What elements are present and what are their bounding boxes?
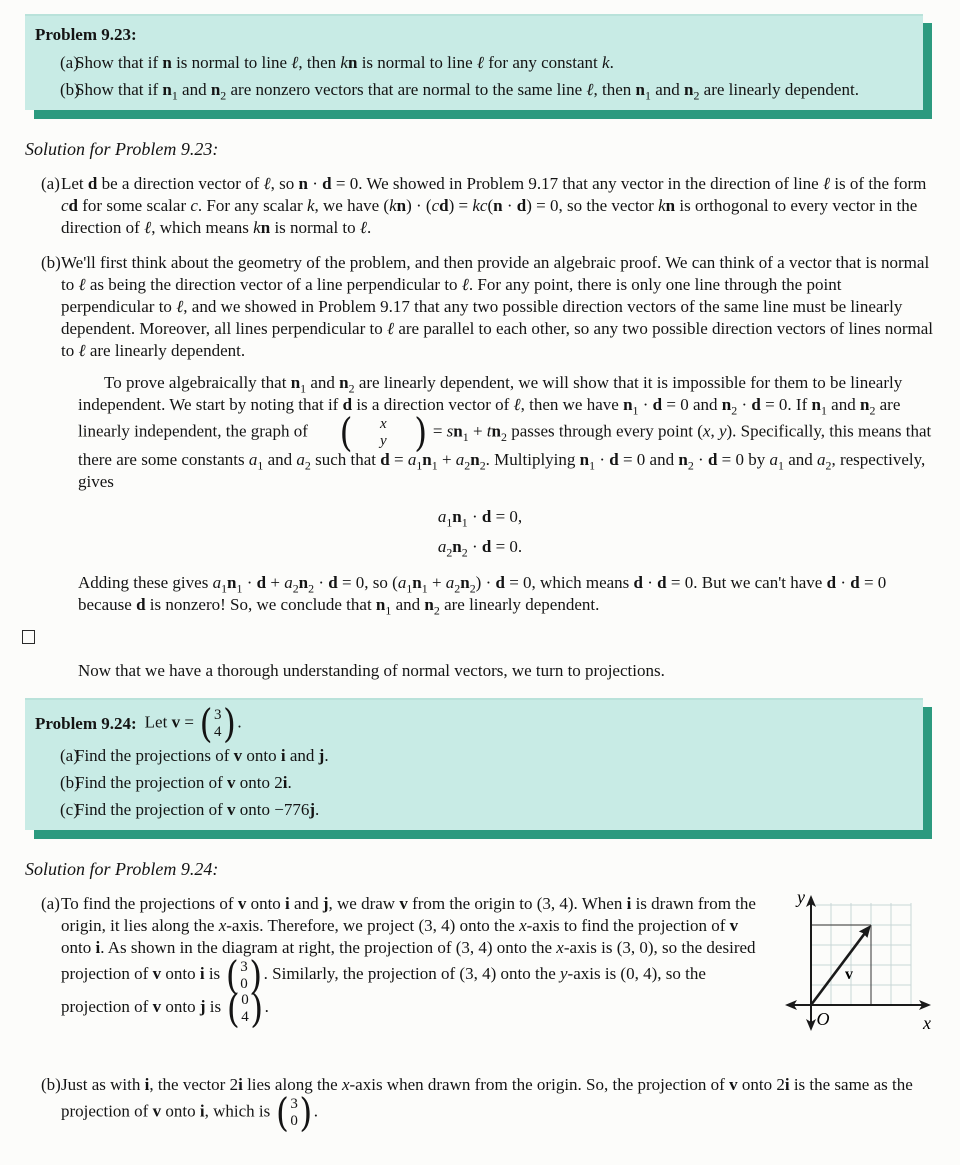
part-text: We'll first think about the geometry of the problem, and then provide an algebraic proof. We can think of a vector that is normal to ℓ as being the direction vector of a line perpendicular to ℓ. For any point, there is only one line through the point perpendicular to ℓ, and we showed in Problem 9.17 that any two possible direction vectors of the same line must be linearly dependent. Moreover, all lines perpendicular to ℓ are parallel to each other, so any two possible direction vectors of lines normal to ℓ are linearly dependent. [61, 253, 933, 360]
x-axis-label: x [923, 1013, 931, 1033]
part-text: Find the projection of v onto −776j. [75, 800, 320, 819]
problem-9-24-title: Problem 9.24: [35, 713, 137, 733]
solution-9-23-heading: Solution for Problem 9.23: [25, 139, 219, 159]
projection-diagram [779, 889, 941, 1057]
part-text: Let d be a direction vector of ℓ, so n · d = 0. We showed in Problem 9.17 that any vector in the direction of line ℓ is of the form cd for some scalar c. For any scalar k, we have (kn) · (cd) = kc(n · d) = 0, so the vector kn is orthogonal to every vector in the direction of ℓ, which means kn is normal to ℓ. [61, 174, 927, 237]
qed-square-icon [22, 630, 35, 644]
vector-label: v [845, 966, 853, 983]
grid-lines [811, 903, 911, 1005]
solution-9-24-part-b [25, 1074, 935, 1136]
part-label: (a) [41, 894, 60, 913]
part-label: (b) [60, 80, 80, 99]
equation-block [25, 502, 935, 562]
part-label: (a) [60, 746, 79, 765]
equation-line: $a_1n_1 \cdot d = 0$, [437, 507, 523, 530]
problem-9-23-part-a [35, 52, 911, 74]
part-label: (b) [41, 1075, 61, 1094]
part-label: (a) [60, 53, 79, 72]
origin-label: O [816, 1009, 830, 1029]
solution-9-24-part-a [25, 889, 935, 1061]
problem-9-24-statement: Let v = ( 3 4 ) . [144, 700, 242, 747]
solution-9-23-part-b [25, 252, 935, 362]
problem-9-24-part-a [35, 745, 911, 767]
problem-9-23-part-b [35, 79, 911, 101]
part-text: Find the projections of v onto i and j. [75, 746, 329, 765]
equation-line: $a_2n_2 \cdot d = 0$. [437, 537, 523, 560]
part-text: Show that if $n_1$ and $n_2$ are nonzero vectors that are normal to the same line ℓ, then $n_1$ and $n_2$ are linearly dependent. [75, 80, 859, 103]
x-axis [785, 1000, 931, 1010]
solution-9-23-closing-paragraph: Adding these gives $a_1n_1 \cdot d + a_2n_2 \cdot d = 0$, so $(a_1n_1 + a_2n_2) \cdot d = 0$, which means d · d = 0. But we can't have d · d = 0 because d is nonzero! So, we conclude that $n_1$ and $n_2$ are linearly dependent. [78, 573, 887, 618]
part-text: Just as with i, the vector 2i lies along the x-axis when drawn from the origin. So, the projection of v onto 2i is the same as the projection of v onto i, which is ( 3 0 ) . [61, 1075, 913, 1136]
interlude-paragraph: Now that we have a thorough understanding of normal vectors, we turn to projections. [78, 661, 665, 680]
part-text [61, 889, 935, 1061]
solution-9-24-heading: Solution for Problem 9.24: [25, 859, 219, 879]
problem-9-24-box [25, 698, 923, 830]
solution-9-23-part-a [25, 173, 935, 239]
y-axis-label: y [797, 889, 805, 907]
part-label: (b) [41, 253, 61, 272]
y-axis [806, 895, 816, 1031]
part-text: Find the projection of v onto 2i. [75, 773, 292, 792]
problem-9-24-part-b [35, 772, 911, 794]
problem-9-23-title: Problem 9.23: [35, 25, 137, 44]
problem-9-23-box [25, 14, 923, 110]
part-label: (a) [41, 174, 60, 193]
solution-9-23-algebraic-paragraph: To prove algebraically that $n_1$ and $n_2$ are linearly dependent, we will show that it is impossible for them to be linearly independent. We start by noting that if d is a direction vector of ℓ, then we have $n_1 \cdot d = 0$ and $n_2 \cdot d = 0$. If $n_1$ and $n_2$ are linearly independent, the graph of ( x y ) = $sn_1 + tn_2$ passes through every point (x, y). Specifically, this means that there are some constants $a_1$ and $a_2$ such that $d = a_1n_1 + a_2n_2$. Multiplying $n_1 \cdot d = 0$ and $n_2 \cdot d = 0$ by $a_1$ and $a_2$, respectively, gives [78, 373, 932, 491]
part-label: (c) [60, 800, 79, 819]
part-text: Show that if n is normal to line ℓ, then kn is normal to line ℓ for any constant k. [75, 53, 614, 72]
part-text-body: To find the projections of v onto i and j, we draw v from the origin to (3, 4). When i is drawn from the origin, it lies along the x-axis. Therefore, we project (3, 4) onto the x-axis to find the projection of v onto i. As shown in the diagram at right, the projection of (3, 4) onto the x-axis is (3, 0), so the desired projection of v onto i is ( 3 0 ) . Similarly, the projection of (3, 4) onto the y-axis is (0, 4), so the projection of v onto j is ( 0 4 ) . [61, 894, 756, 1032]
part-label: (b) [60, 773, 80, 792]
problem-9-24-part-c [35, 799, 911, 821]
